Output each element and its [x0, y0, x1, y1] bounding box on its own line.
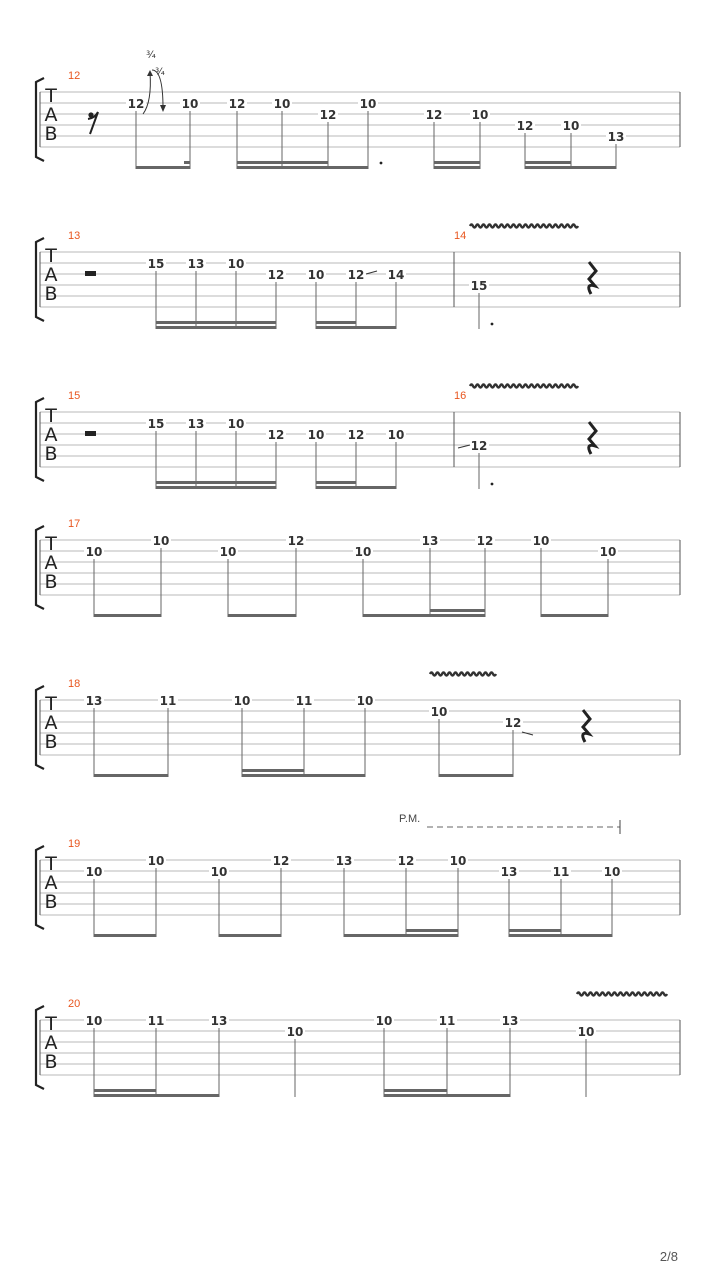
fret-number: 12: [319, 108, 337, 122]
page-number: 2/8: [659, 1249, 678, 1264]
beam: [344, 934, 458, 937]
fret-number: 10: [219, 545, 237, 559]
tab-clef-letter: T: [45, 693, 57, 715]
fret-number: 10: [307, 428, 325, 442]
measure-number: 18: [68, 678, 81, 690]
eighth-rest: [88, 112, 98, 134]
fret-number: 13: [501, 1014, 519, 1028]
beam: [94, 614, 161, 617]
fret-number: 10: [532, 534, 550, 548]
tab-system: [36, 673, 680, 778]
fret-number: 12: [476, 534, 494, 548]
beam-secondary: [94, 1089, 156, 1092]
measure-number: 15: [68, 390, 81, 402]
fret-number: 11: [438, 1014, 456, 1028]
measure-number: 12: [68, 70, 81, 82]
tab-system: [36, 518, 680, 617]
bend-amount: ¾: [146, 50, 156, 61]
fret-number: 13: [187, 257, 205, 271]
fret-number: 14: [387, 268, 405, 282]
tab-clef-letter: B: [44, 731, 58, 753]
beam: [156, 486, 276, 489]
fret-number: 10: [273, 97, 291, 111]
quarter-rest: [589, 262, 596, 294]
beam: [228, 614, 296, 617]
fret-number: 13: [335, 854, 353, 868]
fret-number: 10: [387, 428, 405, 442]
release-arrowhead: [160, 105, 166, 112]
tab-clef-letter: T: [45, 245, 57, 267]
fret-number: 10: [354, 545, 372, 559]
beam: [541, 614, 608, 617]
fret-number: 12: [347, 428, 365, 442]
fret-number: 10: [359, 97, 377, 111]
fret-number: 12: [516, 119, 534, 133]
fret-number: 10: [449, 854, 467, 868]
fret-number: 10: [227, 417, 245, 431]
tab-clef-letter: T: [45, 85, 57, 107]
quarter-rest: [589, 422, 596, 454]
measure-number: 13: [68, 230, 81, 242]
beam-secondary: [509, 929, 561, 932]
beam: [509, 934, 612, 937]
fret-number: 12: [425, 108, 443, 122]
fret-number: 10: [375, 1014, 393, 1028]
beam-secondary: [430, 609, 485, 612]
fret-number: 12: [504, 716, 522, 730]
half-rest: [85, 271, 96, 276]
tab-system: [36, 70, 680, 169]
fret-number: 13: [187, 417, 205, 431]
fret-number: 10: [233, 694, 251, 708]
duration-dot: [380, 162, 383, 165]
fret-number: 10: [147, 854, 165, 868]
measure-number: 14: [454, 230, 467, 242]
tab-system: [36, 993, 680, 1098]
tab-clef-letter: A: [44, 872, 58, 894]
bend-amount: ¾: [155, 67, 165, 78]
fret-number: 11: [147, 1014, 165, 1028]
beam-secondary: [316, 481, 356, 484]
fret-number: 10: [562, 119, 580, 133]
fret-number: 12: [287, 534, 305, 548]
fret-number: 10: [599, 545, 617, 559]
fret-number: 10: [356, 694, 374, 708]
beam-secondary: [316, 321, 356, 324]
beam: [237, 166, 368, 169]
fret-number: 10: [286, 1025, 304, 1039]
beam-secondary: [156, 321, 276, 324]
fret-number: 10: [152, 534, 170, 548]
tab-system: [36, 385, 680, 490]
beam: [94, 1094, 219, 1097]
fret-number: 15: [147, 417, 165, 431]
tab-clef-letter: T: [45, 853, 57, 875]
beam: [219, 934, 281, 937]
fret-number: 10: [85, 1014, 103, 1028]
fret-number: 12: [347, 268, 365, 282]
beam: [384, 1094, 510, 1097]
beam: [94, 774, 168, 777]
tab-clef-letter: A: [44, 104, 58, 126]
beam: [316, 326, 396, 329]
fret-number: 12: [272, 854, 290, 868]
beam: [525, 166, 616, 169]
tab-system: [36, 838, 680, 937]
fret-number: 13: [607, 130, 625, 144]
beam-secondary: [384, 1089, 447, 1092]
bend-arrowhead: [147, 70, 153, 76]
duration-dot: [491, 483, 494, 486]
beam: [434, 166, 480, 169]
tab-clef-letter: T: [45, 405, 57, 427]
tab-clef-letter: A: [44, 264, 58, 286]
fret-number: 12: [228, 97, 246, 111]
fret-number: 12: [470, 439, 488, 453]
beam: [94, 934, 156, 937]
fret-number: 11: [552, 865, 570, 879]
fret-number: 13: [500, 865, 518, 879]
fret-number: 15: [147, 257, 165, 271]
quarter-rest: [583, 710, 590, 742]
measure-number: 20: [68, 998, 81, 1010]
tab-clef-letter: B: [44, 1051, 58, 1073]
measure-number: 16: [454, 390, 467, 402]
tab-clef-letter: A: [44, 1032, 58, 1054]
fret-number: 11: [159, 694, 177, 708]
measure-number: 19: [68, 838, 81, 850]
beam: [242, 774, 365, 777]
fret-number: 10: [85, 545, 103, 559]
fret-number: 10: [430, 705, 448, 719]
beam: [316, 486, 396, 489]
fret-number: 12: [127, 97, 145, 111]
fret-number: 13: [85, 694, 103, 708]
beam-secondary: [184, 161, 190, 164]
fret-number: 12: [267, 428, 285, 442]
fret-number: 11: [295, 694, 313, 708]
fret-number: 12: [267, 268, 285, 282]
tab-clef-letter: B: [44, 123, 58, 145]
beam: [439, 774, 513, 777]
fret-number: 10: [181, 97, 199, 111]
fret-number: 10: [577, 1025, 595, 1039]
fret-number: 10: [210, 865, 228, 879]
tab-clef-letter: T: [45, 533, 57, 555]
fret-number: 13: [210, 1014, 228, 1028]
beam-secondary: [242, 769, 304, 772]
tab-system: [36, 225, 680, 330]
vibrato-mark: [470, 385, 578, 388]
palm-mute-label: P.M.: [399, 813, 421, 825]
fret-number: 13: [421, 534, 439, 548]
half-rest: [85, 431, 96, 436]
beam: [363, 614, 485, 617]
beam-secondary: [156, 481, 276, 484]
beam: [136, 166, 190, 169]
tab-clef-letter: B: [44, 443, 58, 465]
tab-clef-letter: A: [44, 712, 58, 734]
vibrato-mark: [470, 225, 578, 228]
duration-dot: [491, 323, 494, 326]
beam-secondary: [525, 161, 571, 164]
tab-clef-letter: B: [44, 571, 58, 593]
fret-number: 10: [227, 257, 245, 271]
beam-secondary: [237, 161, 328, 164]
tab-clef-letter: A: [44, 424, 58, 446]
vibrato-mark: [577, 993, 667, 996]
measure-number: 17: [68, 518, 81, 530]
vibrato-mark: [430, 673, 496, 676]
fret-number: 10: [307, 268, 325, 282]
fret-number: 15: [470, 279, 488, 293]
tab-clef-letter: B: [44, 283, 58, 305]
fret-number: 10: [603, 865, 621, 879]
fret-number: 10: [471, 108, 489, 122]
beam-secondary: [406, 929, 458, 932]
tab-clef-letter: T: [45, 1013, 57, 1035]
fret-number: 12: [397, 854, 415, 868]
tab-clef-letter: B: [44, 891, 58, 913]
beam: [156, 326, 276, 329]
tab-clef-letter: A: [44, 552, 58, 574]
fret-number: 10: [85, 865, 103, 879]
beam-secondary: [434, 161, 480, 164]
